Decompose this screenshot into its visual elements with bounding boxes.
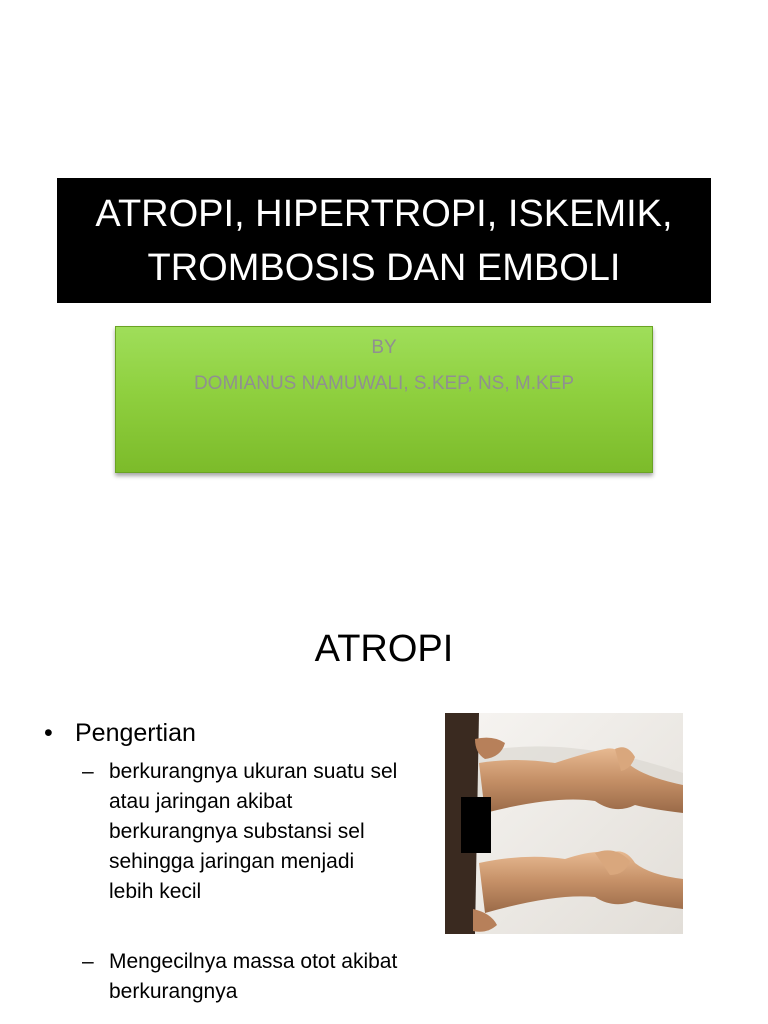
subtitle-box	[115, 326, 653, 473]
dash-icon: –	[82, 760, 94, 783]
title-box	[57, 178, 711, 303]
bullet-item	[44, 716, 404, 750]
sub-bullet-text: berkurangnya ukuran suatu sel atau jaringan akibat berkurangnya substansi sel sehingga jaringan menjadi lebih kecil	[109, 760, 398, 903]
slide-title	[95, 187, 672, 295]
sub-bullet-item	[44, 757, 404, 907]
bullet-icon: •	[44, 719, 53, 747]
bullet-text: Pengertian	[75, 719, 196, 747]
title-line-2: TROMBOSIS DAN EMBOLI	[147, 246, 621, 289]
slide-title: ATROPI	[314, 628, 454, 670]
bullet-list	[44, 716, 404, 1007]
sub-bullet-text: Mengecilnya massa otot akibat berkurangnya	[109, 950, 398, 1003]
title-line-1: ATROPI, HIPERTROPI, ISKEMIK,	[95, 192, 673, 235]
subtitle-author: DOMIANUS NAMUWALI, S.KEP, NS, M.KEP	[193, 373, 575, 394]
slide-2	[0, 576, 768, 1024]
subtitle-by: BY	[371, 337, 397, 358]
sub-bullet-item	[44, 947, 404, 1007]
dash-icon: –	[82, 950, 94, 973]
atrophy-legs-photo	[445, 713, 683, 934]
